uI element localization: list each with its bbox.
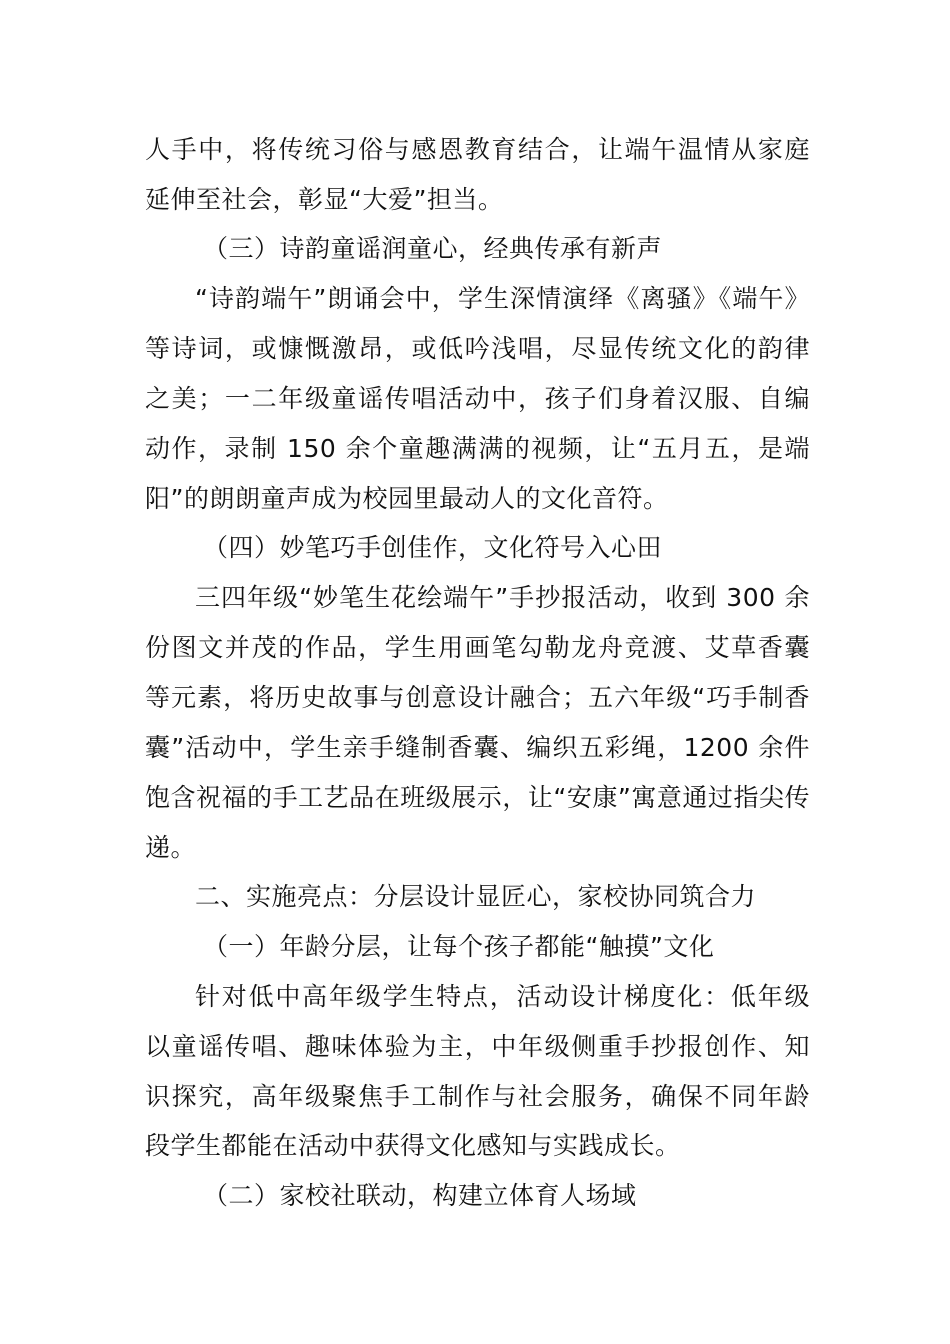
section-heading: 二、实施亮点：分层设计显匠心，家校协同筑合力 xyxy=(195,882,757,911)
paragraph-line: 针对低中高年级学生特点，活动设计梯度化：低年级 xyxy=(195,982,810,1011)
section-heading: （二）家校社联动，构建立体育人场域 xyxy=(203,1181,637,1210)
paragraph-line: 段学生都能在活动中获得文化感知与实践成长。 xyxy=(145,1131,681,1160)
section-heading: （一）年龄分层，让每个孩子都能“触摸”文化 xyxy=(203,932,715,961)
paragraph-line: 递。 xyxy=(145,833,197,862)
paragraph-line: 人手中，将传统习俗与感恩教育结合，让端午温情从家庭 xyxy=(145,135,810,164)
paragraph-line: 饱含祝福的手工艺品在班级展示，让“安康”寓意通过指尖传 xyxy=(145,783,810,812)
paragraph-line: 以童谣传唱、趣味体验为主，中年级侧重手抄报创作、知 xyxy=(145,1032,810,1061)
section-heading: （三）诗韵童谣润童心，经典传承有新声 xyxy=(203,234,663,263)
paragraph-line: 阳”的朗朗童声成为校园里最动人的文化音符。 xyxy=(145,484,669,513)
paragraph-line: “诗韵端午”朗诵会中，学生深情演绎《离骚》《端午》 xyxy=(195,284,810,313)
paragraph-line: 等诗词，或慷慨激昂，或低吟浅唱，尽显传统文化的韵律 xyxy=(145,334,810,363)
paragraph-line: 等元素，将历史故事与创意设计融合；五六年级“巧手制香 xyxy=(145,683,810,712)
section-heading: （四）妙笔巧手创佳作，文化符号入心田 xyxy=(203,533,663,562)
paragraph-line: 识探究，高年级聚焦手工制作与社会服务，确保不同年龄 xyxy=(145,1082,810,1111)
paragraph-line: 囊”活动中，学生亲手缝制香囊、编织五彩绳，1200 余件 xyxy=(145,733,810,762)
paragraph-line: 动作，录制 150 余个童趣满满的视频，让“五月五，是端 xyxy=(145,434,810,463)
paragraph-line: 份图文并茂的作品，学生用画笔勾勒龙舟竞渡、艾草香囊 xyxy=(145,633,810,662)
paragraph-line: 延伸至社会，彰显“大爱”担当。 xyxy=(145,185,504,214)
paragraph-line: 之美；一二年级童谣传唱活动中，孩子们身着汉服、自编 xyxy=(145,384,810,413)
paragraph-line: 三四年级“妙笔生花绘端午”手抄报活动，收到 300 余 xyxy=(195,583,810,612)
